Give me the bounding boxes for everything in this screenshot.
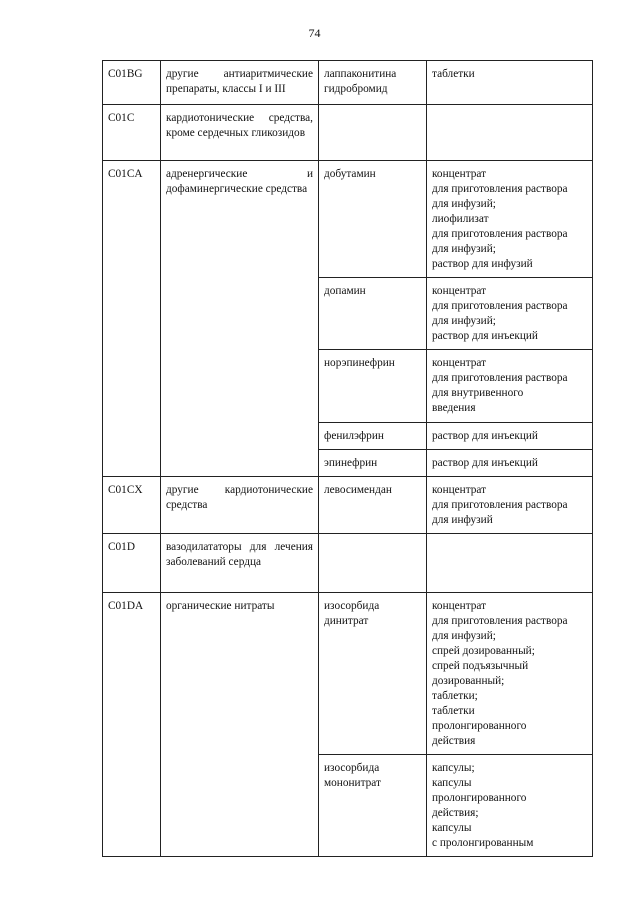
substance-cell: фенилэфрин <box>319 423 427 450</box>
substance-cell: эпинефрин <box>319 450 427 477</box>
atc-code-cell: C01BG <box>103 61 161 105</box>
substance-cell: изосорбида мононитрат <box>319 755 427 857</box>
substance-cell: лаппаконитина гидробромид <box>319 61 427 105</box>
dosage-form-cell: раствор для инъекций <box>427 423 593 450</box>
table-row <box>103 161 593 278</box>
atc-table <box>102 60 593 857</box>
atc-code-cell: C01CX <box>103 477 161 534</box>
group-name-cell: адренергические и дофаминергические средства <box>161 161 319 477</box>
dosage-form-cell <box>427 105 593 161</box>
table-row <box>103 593 593 755</box>
substance-cell: допамин <box>319 278 427 350</box>
dosage-form-cell: концентрат для приготовления раствора для инфузий; раствор для инъекций <box>427 278 593 350</box>
dosage-form-cell: концентрат для приготовления раствора для внутривенного введения <box>427 350 593 423</box>
atc-code-cell: C01CA <box>103 161 161 477</box>
dosage-form-cell: концентрат для приготовления раствора для инфузий <box>427 477 593 534</box>
substance-cell <box>319 534 427 593</box>
dosage-form-cell: капсулы; капсулы пролонгированного действия; капсулы с пролонгированным <box>427 755 593 857</box>
table-row <box>103 534 593 593</box>
atc-code-cell: C01C <box>103 105 161 161</box>
substance-cell: норэпинефрин <box>319 350 427 423</box>
dosage-form-cell: раствор для инъекций <box>427 450 593 477</box>
substance-cell: левосимендан <box>319 477 427 534</box>
group-name-cell: кардиотонические средства, кроме сердечных гликозидов <box>161 105 319 161</box>
dosage-form-cell <box>427 534 593 593</box>
substance-cell: добутамин <box>319 161 427 278</box>
group-name-cell: другие кардиотонические средства <box>161 477 319 534</box>
table-row <box>103 477 593 534</box>
table-row <box>103 61 593 105</box>
dosage-form-cell: концентрат для приготовления раствора для инфузий; спрей дозированный; спрей подъязычный дозированный; таблетки; таблетки пролонгированного действия <box>427 593 593 755</box>
atc-code-cell: C01DA <box>103 593 161 857</box>
page-number: 74 <box>308 26 321 40</box>
substance-cell <box>319 105 427 161</box>
dosage-form-cell: таблетки <box>427 61 593 105</box>
group-name-cell: органические нитраты <box>161 593 319 857</box>
dosage-form-cell: концентрат для приготовления раствора для инфузий; лиофилизат для приготовления раствора для инфузий; раствор для инфузий <box>427 161 593 278</box>
group-name-cell: вазодилататоры для лечения заболеваний сердца <box>161 534 319 593</box>
atc-code-cell: C01D <box>103 534 161 593</box>
table-row <box>103 105 593 161</box>
group-name-cell: другие антиаритмические препараты, классы I и III <box>161 61 319 105</box>
substance-cell: изосорбида динитрат <box>319 593 427 755</box>
